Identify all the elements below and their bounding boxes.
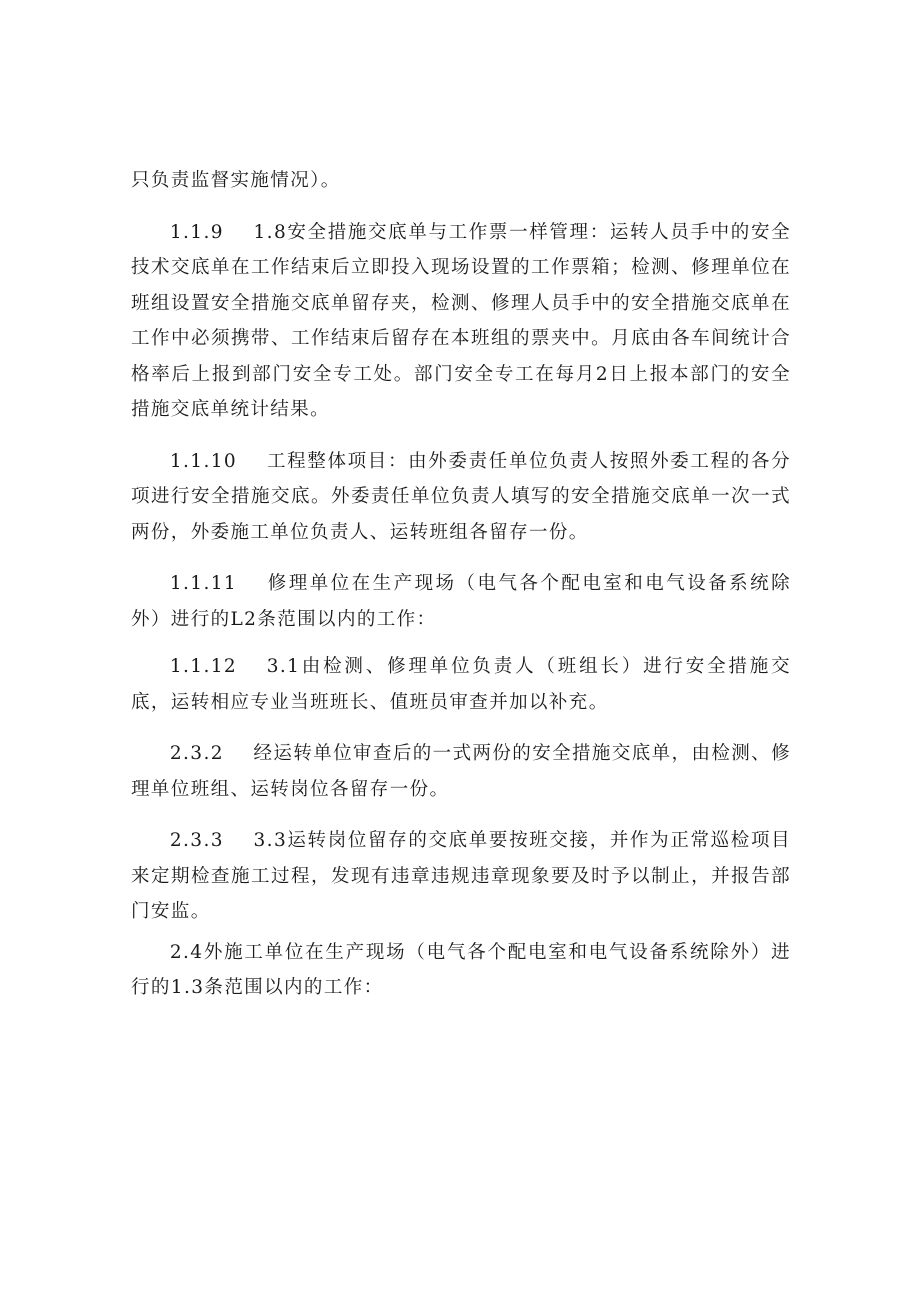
- paragraph-1-1-10: [131, 444, 791, 551]
- paragraph-2-3-2: [131, 736, 791, 807]
- paragraph-continuation: [131, 163, 791, 199]
- paragraph-text: 3.3运转岗位留存的交底单要按班交接，并作为正常巡检项目来定期检查施工过程，发现有违章违规违章现象要及时予以制止，并报告部门安监。: [131, 830, 791, 922]
- paragraph-2-3-3: [131, 823, 791, 930]
- paragraph-1-1-12: [131, 649, 791, 720]
- paragraph-text: 2.4外施工单位在生产现场（电气各个配电室和电气设备系统除外）进行的1.3条范围以内的工作：: [131, 941, 791, 998]
- paragraph-number: 1.1.11: [169, 573, 238, 594]
- paragraph-text: 1.8安全措施交底单与工作票一样管理：运转人员手中的安全技术交底单在工作结束后立即投入现场设置的工作票箱；检测、修理单位在班组设置安全措施交底单留存夹，检测、修理人员手中的安全措施交底单在工作中必须携带、工作结束后留存在本班组的票夹中。月底由各车间统计合格率后上报到部门安全专工处。部门安全专工在每月2日上报本部门的安全措施交底单统计结果。: [131, 221, 791, 420]
- paragraph-number: 1.1.12: [169, 656, 238, 677]
- paragraph-1-1-9: [131, 215, 791, 428]
- document-body: [131, 163, 791, 1006]
- paragraph-number: 1.1.10: [169, 450, 238, 472]
- paragraph-number: 2.3.2: [169, 743, 224, 764]
- paragraph-text: 3.1由检测、修理单位负责人（班组长）进行安全措施交底，运转相应专业当班班长、值班员审查并加以补充。: [131, 656, 791, 713]
- paragraph-text: 工程整体项目：由外委责任单位负责人按照外委工程的各分项进行安全措施交底。外委责任单位负责人填写的安全措施交底单一次一式两份，外委施工单位负责人、运转班组各留存一份。: [131, 450, 791, 543]
- paragraph-2-4: [131, 935, 791, 1006]
- paragraph-number: 2.3.3: [169, 830, 224, 851]
- paragraph-text: 经运转单位审查后的一式两份的安全措施交底单，由检测、修理单位班组、运转岗位各留存一份。: [131, 743, 791, 800]
- paragraph-text: 只负责监督实施情况）。: [131, 170, 341, 191]
- paragraph-number: 1.1.9: [169, 221, 224, 243]
- paragraph-1-1-11: [131, 566, 791, 637]
- paragraph-text: 修理单位在生产现场（电气各个配电室和电气设备系统除外）进行的L2条范围以内的工作：: [131, 573, 791, 630]
